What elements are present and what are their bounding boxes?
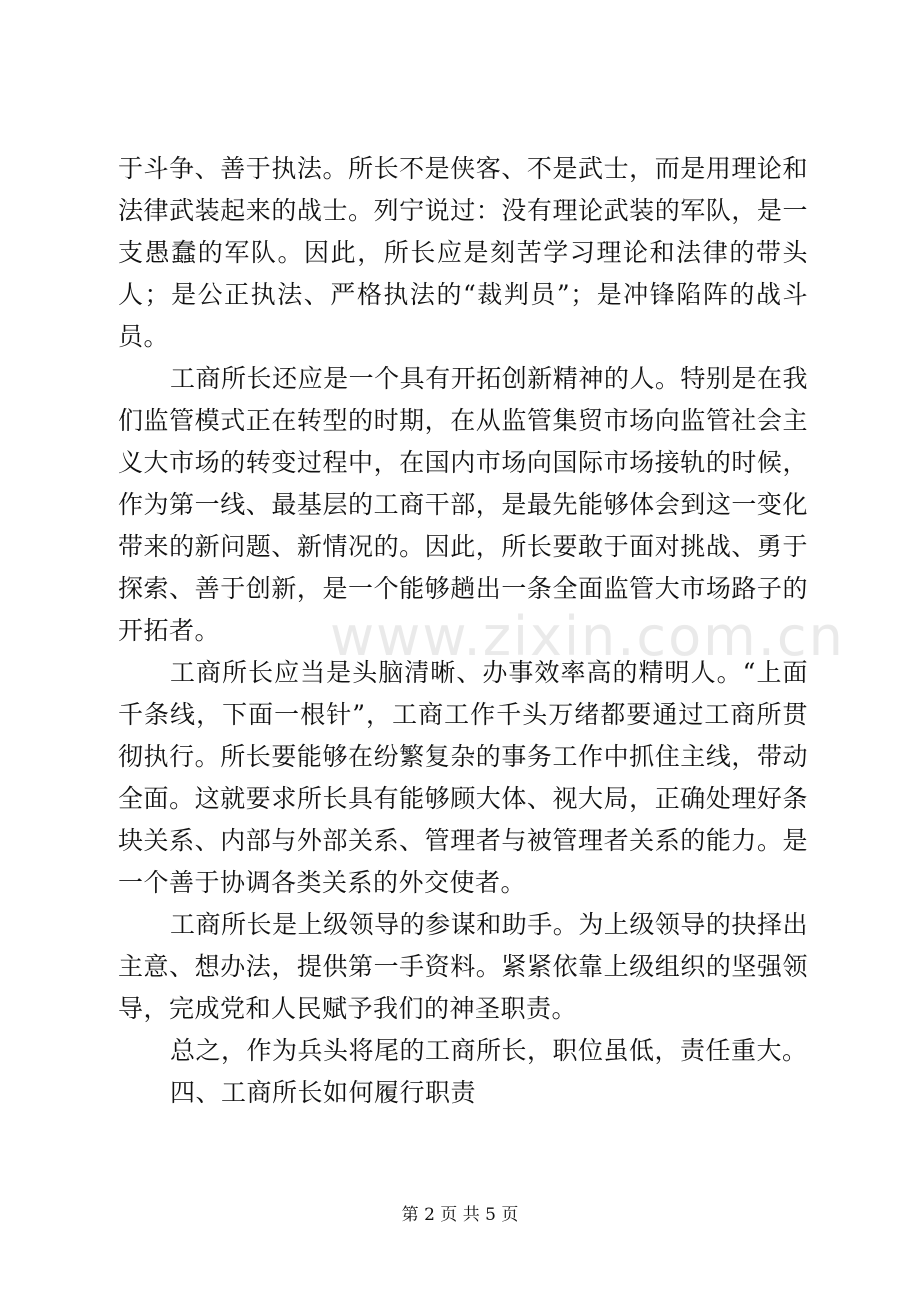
paragraph-4: 工商所长是上级领导的参谋和助手。为上级领导的抉择出主意、想办法，提供第一手资料。紧紧依靠上级组织的坚强领导，完成党和人民赋予我们的神圣职责。 [118,910,808,1023]
paragraph-5: 总之，作为兵头将尾的工商所长，职位虽低，责任重大。 [170,1036,808,1065]
paragraph-2: 工商所长还应是一个具有开拓创新精神的人。特别是在我们监管模式正在转型的时期，在从监管集贸市场向监管社会主义大市场的转变过程中，在国内市场向国际市场接轨的时候，作为第一线、最基层的工商干部，是最先能够体会到这一变化带来的新问题、新情况的。因此，所长要敢于面对挑战、勇于探索、善于创新，是一个能够趟出一条全面监管大市场路子的开拓者。 [118,364,808,645]
page-number-footer: 第 2 页 共 5 页 [401,1205,519,1225]
section-heading: 四、工商所长如何履行职责 [170,1078,477,1107]
document-body [118,148,808,1114]
paragraph-3: 工商所长应当是头脑清晰、办事效率高的精明人。“上面千条线，下面一根针”，工商工作千头万绪都要通过工商所贯彻执行。所长要能够在纷繁复杂的事务工作中抓住主线，带动全面。这就要求所长具有能够顾大体、视大局，正确处理好条块关系、内部与外部关系、管理者与被管理者关系的能力。是一个善于协调各类关系的外交使者。 [118,658,808,897]
paragraph-1: 于斗争、善于执法。所长不是侠客、不是武士，而是用理论和法律武装起来的战士。列宁说过：没有理论武装的军队，是一支愚蠢的军队。因此，所长应是刻苦学习理论和法律的带头人；是公正执法、严格执法的“裁判员”；是冲锋陷阵的战斗员。 [118,154,808,351]
watermark: www.zixin.com.cn [330,605,845,668]
